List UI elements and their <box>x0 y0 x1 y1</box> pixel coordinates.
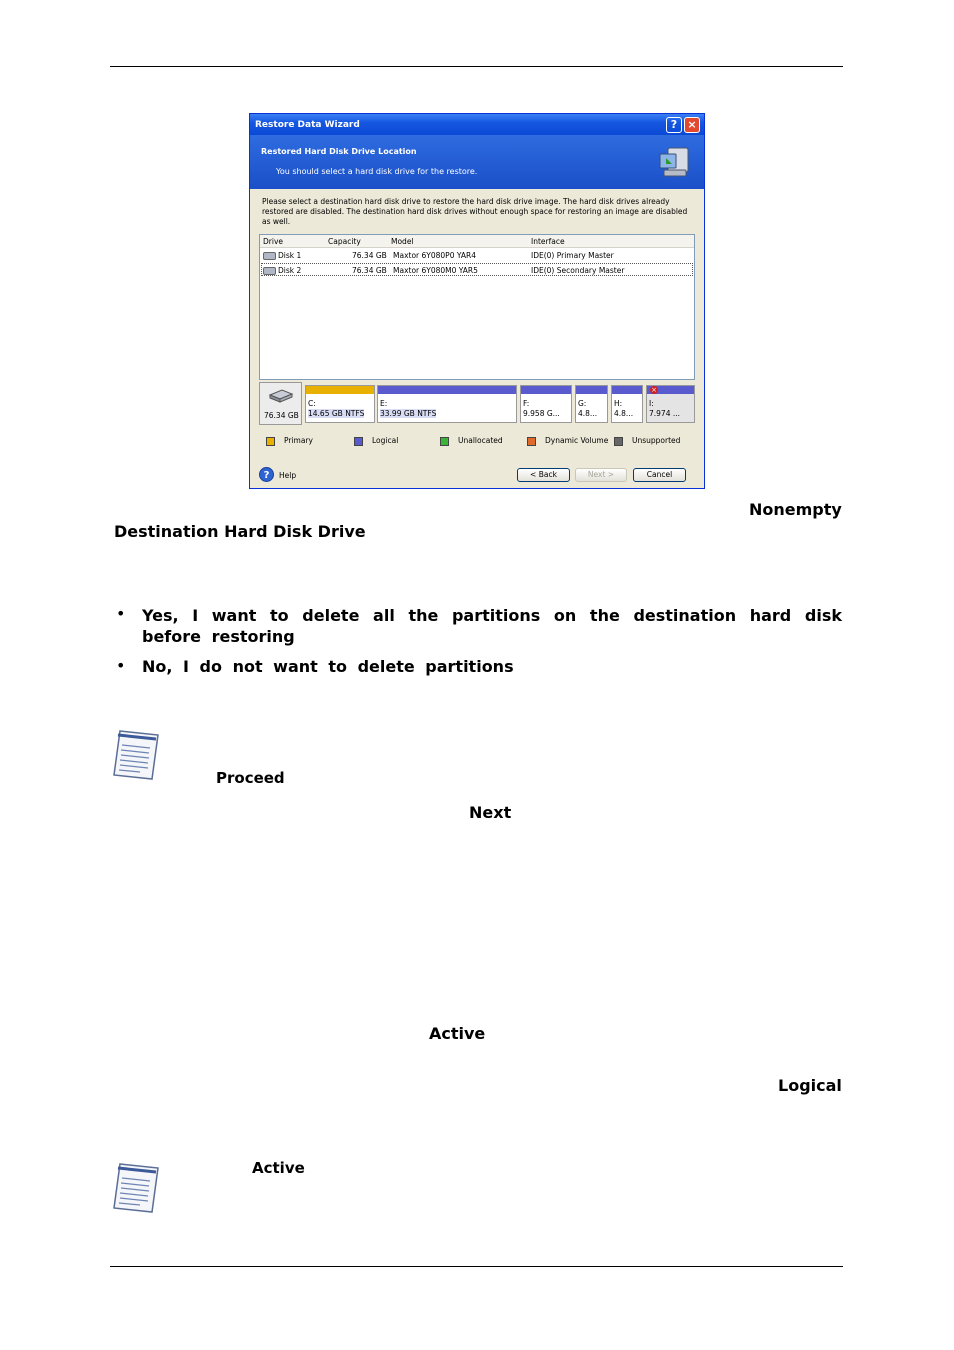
bottom-rule <box>110 1266 843 1267</box>
restore-data-wizard-dialog <box>249 113 705 489</box>
instruction-text: Please select a destination hard disk drive to restore the hard disk drive image. The hard disk drives already restored are disabled. The destination hard disk drives without enough space for restoring an image are disabled as well. <box>262 197 688 226</box>
partition-label: H: <box>614 399 623 408</box>
partition-i[interactable] <box>646 385 695 423</box>
legend-logical: Logical <box>354 436 398 446</box>
disk-partition-bar <box>259 382 695 426</box>
capacity-cell: 76.34 GB <box>352 266 387 275</box>
disk-size: 76.34 GB <box>264 411 299 420</box>
dynamic-volume-swatch <box>527 437 536 446</box>
active-note-term: Active <box>252 1159 305 1177</box>
next-button[interactable]: Next > <box>575 468 627 482</box>
help-icon[interactable]: ? <box>259 467 274 482</box>
column-model[interactable]: Model <box>391 237 414 246</box>
help-title-button[interactable]: ? <box>666 117 682 133</box>
legend-unsupported: Unsupported <box>614 436 680 446</box>
header-subtitle: You should select a hard disk drive for the restore. <box>276 167 478 176</box>
destination-term: Destination Hard Disk Drive <box>114 522 366 541</box>
drive-cell: Disk 1 <box>278 251 302 260</box>
close-button[interactable]: × <box>684 117 700 133</box>
unallocated-swatch <box>440 437 449 446</box>
model-cell: Maxtor 6Y080M0 YAR5 <box>393 266 478 275</box>
disk-summary <box>259 382 302 425</box>
partition-c[interactable] <box>305 385 375 423</box>
bullet-marker: • <box>116 604 126 623</box>
legend-dynamic-volume: Dynamic Volume <box>527 436 608 446</box>
logical-swatch <box>354 437 363 446</box>
wizard-header <box>250 135 704 189</box>
logical-bar <box>576 386 607 394</box>
partition-legend <box>266 436 696 448</box>
partition-size: 14.65 GB NTFS <box>308 409 365 418</box>
help-link[interactable]: Help <box>279 471 297 480</box>
interface-cell: IDE(0) Primary Master <box>531 251 614 260</box>
error-icon: × <box>651 386 657 394</box>
logical-bar <box>378 386 516 394</box>
partition-size: 4.8... <box>614 409 634 418</box>
logical-bar <box>612 386 642 394</box>
header-title: Restored Hard Disk Drive Location <box>261 147 417 156</box>
hard-disk-icon <box>263 252 276 260</box>
capacity-cell: 76.34 GB <box>352 251 387 260</box>
drive-list[interactable] <box>259 234 695 380</box>
note-icon <box>110 1160 162 1216</box>
partition-size: 9.958 G... <box>523 409 560 418</box>
primary-bar <box>306 386 374 394</box>
partition-f[interactable] <box>520 385 572 423</box>
note-icon <box>110 727 162 783</box>
column-interface[interactable]: Interface <box>531 237 565 246</box>
partition-label: G: <box>578 399 587 408</box>
partition-label: F: <box>523 399 530 408</box>
partition-size: 7.974 ... <box>649 409 681 418</box>
legend-unallocated: Unallocated <box>440 436 503 446</box>
bullet-marker: • <box>116 656 126 675</box>
column-drive[interactable]: Drive <box>263 237 283 246</box>
table-row[interactable] <box>261 249 693 262</box>
top-rule <box>110 66 843 67</box>
cancel-button[interactable]: Cancel <box>633 468 686 482</box>
column-capacity[interactable]: Capacity <box>328 237 361 246</box>
bullet-delete-partitions: Yes, I want to delete all the partitions on the destination hard disk before restoring <box>142 606 842 646</box>
primary-swatch <box>266 437 275 446</box>
active-term: Active <box>429 1024 486 1043</box>
list-header <box>260 235 694 248</box>
hard-disk-icon <box>268 389 294 403</box>
partition-e[interactable] <box>377 385 517 423</box>
bullet-keep-partitions: No, I do not want to delete partitions <box>142 657 514 676</box>
model-cell: Maxtor 6Y080P0 YAR4 <box>393 251 476 260</box>
partition-size: 4.8... <box>578 409 598 418</box>
hard-disk-icon <box>263 267 276 275</box>
interface-cell: IDE(0) Secondary Master <box>531 266 625 275</box>
unsupported-swatch <box>614 437 623 446</box>
back-button[interactable]: < Back <box>517 468 570 482</box>
legend-primary: Primary <box>266 436 313 446</box>
partition-label: I: <box>649 399 654 408</box>
partition-size: 33.99 GB NTFS <box>380 409 437 418</box>
next-term: Next <box>469 803 512 822</box>
wizard-button-row <box>250 464 704 484</box>
logical-term: Logical <box>778 1076 842 1095</box>
proceed-term: Proceed <box>216 769 285 787</box>
dialog-title: Restore Data Wizard <box>255 120 360 130</box>
partition-label: C: <box>308 399 316 408</box>
partition-label: E: <box>380 399 388 408</box>
drive-cell: Disk 2 <box>278 266 302 275</box>
partition-g[interactable] <box>575 385 608 423</box>
title-bar <box>250 114 704 135</box>
nonempty-term: Nonempty <box>749 500 842 519</box>
computer-restore-icon <box>656 144 692 180</box>
table-row[interactable] <box>261 263 693 276</box>
partition-h[interactable] <box>611 385 643 423</box>
logical-bar <box>521 386 571 394</box>
